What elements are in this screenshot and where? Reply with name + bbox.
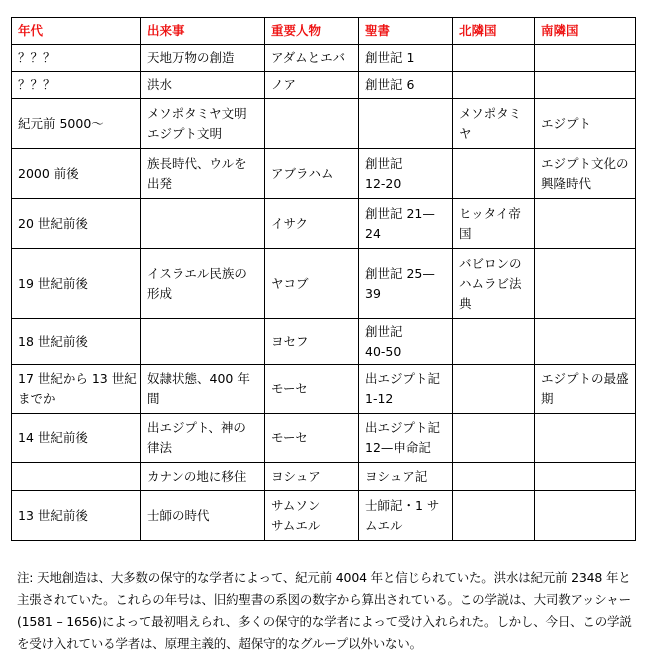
cell-north: メソポタミ ヤ bbox=[453, 99, 535, 149]
cell-south bbox=[535, 463, 636, 491]
cell-person: ヨシュア bbox=[265, 463, 359, 491]
table-row bbox=[12, 72, 636, 99]
cell-event: カナンの地に移住 bbox=[141, 463, 265, 491]
cell-era: 14 世紀前後 bbox=[12, 414, 141, 463]
cell-era: 17 世紀から 13 世紀 までか bbox=[12, 365, 141, 414]
cell-south bbox=[535, 249, 636, 319]
header-event: 出来事 bbox=[141, 18, 265, 45]
cell-scripture bbox=[359, 99, 453, 149]
cell-event bbox=[141, 319, 265, 365]
table-row bbox=[12, 149, 636, 199]
header-scripture: 聖書 bbox=[359, 18, 453, 45]
cell-north bbox=[453, 319, 535, 365]
cell-north bbox=[453, 365, 535, 414]
cell-person: アブラハム bbox=[265, 149, 359, 199]
cell-scripture: 出エジプト記 1-12 bbox=[359, 365, 453, 414]
table-row bbox=[12, 414, 636, 463]
cell-era: ？？？ bbox=[12, 72, 141, 99]
cell-south bbox=[535, 491, 636, 541]
table-row bbox=[12, 491, 636, 541]
cell-event: 天地万物の創造 bbox=[141, 45, 265, 72]
cell-south: エジプト bbox=[535, 99, 636, 149]
header-south-neighbor: 南隣国 bbox=[535, 18, 636, 45]
header-row bbox=[12, 18, 636, 45]
cell-scripture: ヨシュア記 bbox=[359, 463, 453, 491]
table-row bbox=[12, 249, 636, 319]
cell-era bbox=[12, 463, 141, 491]
cell-scripture: 創世記 25— 39 bbox=[359, 249, 453, 319]
cell-south bbox=[535, 199, 636, 249]
header-era: 年代 bbox=[12, 18, 141, 45]
cell-person: モーセ bbox=[265, 365, 359, 414]
cell-era: ？？？ bbox=[12, 45, 141, 72]
cell-person: モーセ bbox=[265, 414, 359, 463]
table-row bbox=[12, 365, 636, 414]
cell-era: 2000 前後 bbox=[12, 149, 141, 199]
cell-south bbox=[535, 319, 636, 365]
cell-north bbox=[453, 149, 535, 199]
table-row bbox=[12, 463, 636, 491]
table-row bbox=[12, 99, 636, 149]
header-key-person: 重要人物 bbox=[265, 18, 359, 45]
cell-north bbox=[453, 45, 535, 72]
cell-south: エジプト文化の 興隆時代 bbox=[535, 149, 636, 199]
cell-person: ヨセフ bbox=[265, 319, 359, 365]
cell-south bbox=[535, 45, 636, 72]
cell-north bbox=[453, 491, 535, 541]
cell-person: ノア bbox=[265, 72, 359, 99]
cell-event: イスラエル民族の 形成 bbox=[141, 249, 265, 319]
cell-south: エジプトの最盛 期 bbox=[535, 365, 636, 414]
cell-south bbox=[535, 414, 636, 463]
cell-north: ヒッタイ帝 国 bbox=[453, 199, 535, 249]
cell-scripture: 創世記 40-50 bbox=[359, 319, 453, 365]
table-row bbox=[12, 199, 636, 249]
chronology-table bbox=[11, 17, 636, 541]
cell-person: イサク bbox=[265, 199, 359, 249]
cell-north bbox=[453, 72, 535, 99]
cell-era: 19 世紀前後 bbox=[12, 249, 141, 319]
cell-event: 士師の時代 bbox=[141, 491, 265, 541]
cell-event: 奴隷状態、400 年 間 bbox=[141, 365, 265, 414]
table-row bbox=[12, 45, 636, 72]
cell-north: バビロンの ハムラビ法 典 bbox=[453, 249, 535, 319]
cell-scripture: 士師記・1 サ ムエル bbox=[359, 491, 453, 541]
cell-era: 13 世紀前後 bbox=[12, 491, 141, 541]
table-row bbox=[12, 319, 636, 365]
cell-era: 20 世紀前後 bbox=[12, 199, 141, 249]
cell-scripture: 創世記 6 bbox=[359, 72, 453, 99]
cell-event: 族長時代、ウルを 出発 bbox=[141, 149, 265, 199]
cell-north bbox=[453, 414, 535, 463]
cell-event bbox=[141, 199, 265, 249]
cell-event: 出エジプト、神の 律法 bbox=[141, 414, 265, 463]
cell-event: 洪水 bbox=[141, 72, 265, 99]
cell-scripture: 創世記 21— 24 bbox=[359, 199, 453, 249]
cell-event: メソポタミヤ文明 エジプト文明 bbox=[141, 99, 265, 149]
footnote: 注: 天地創造は、大多数の保守的な学者によって、紀元前 4004 年と信じられていた。洪水は紀元前 2348 年と主張されていた。これらの年号は、旧約聖書の系図の数字から算出されている。この学説は、大司教アッシャー(1581 – 1656)によって最初唱えられ、多くの保守的な学者によって受け入れられた。しかし、今日、この学説を受け入れている学者は、原理主義的、超保守的なグループ以外いない。 bbox=[17, 570, 632, 651]
cell-person bbox=[265, 99, 359, 149]
cell-person: サムソン サムエル bbox=[265, 491, 359, 541]
cell-north bbox=[453, 463, 535, 491]
cell-scripture: 創世記 1 bbox=[359, 45, 453, 72]
cell-scripture: 出エジプト記 12—申命記 bbox=[359, 414, 453, 463]
cell-scripture: 創世記 12-20 bbox=[359, 149, 453, 199]
cell-person: ヤコブ bbox=[265, 249, 359, 319]
cell-era: 18 世紀前後 bbox=[12, 319, 141, 365]
cell-person: アダムとエバ bbox=[265, 45, 359, 72]
header-north-neighbor: 北隣国 bbox=[453, 18, 535, 45]
cell-era: 紀元前 5000〜 bbox=[12, 99, 141, 149]
cell-south bbox=[535, 72, 636, 99]
